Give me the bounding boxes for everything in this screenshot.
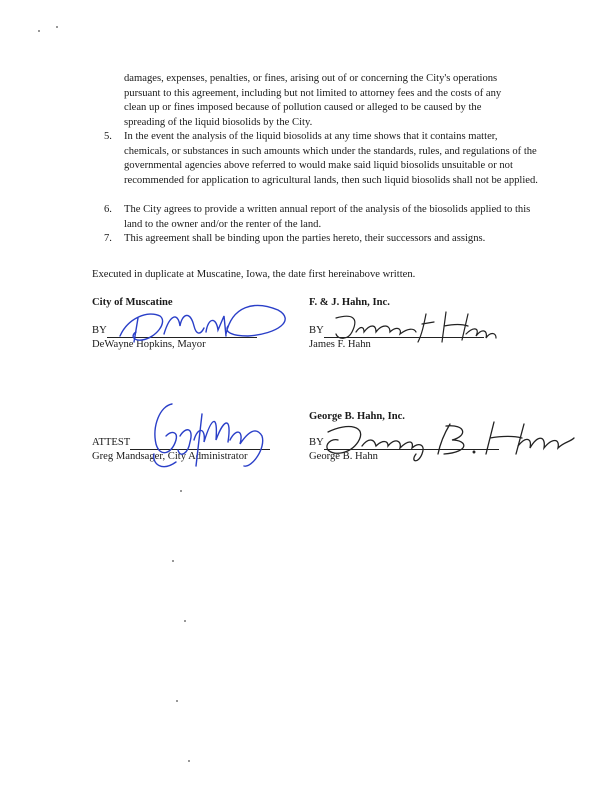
scan-artifact bbox=[38, 30, 40, 32]
item-number: 7. bbox=[104, 233, 112, 244]
continuation-paragraph: damages, expenses, penalties, or fines, arising out of or concerning the City's operations pursuant to this agreement, including but not limited to attorney fees and the costs of any clean up or fines imposed because of pollution caused or alleged to be caused by the spreading of the liquid biosolids by the City. bbox=[124, 73, 502, 128]
scan-artifact bbox=[56, 26, 58, 28]
george-signer-name: George B. Hahn bbox=[309, 451, 378, 462]
by-label: BY bbox=[92, 325, 107, 336]
by-label: BY bbox=[309, 325, 324, 336]
mayor-handwritten-signature bbox=[108, 296, 298, 356]
item-number: 5. bbox=[104, 131, 112, 142]
hahn-inc-signer-name: James F. Hahn bbox=[309, 339, 371, 350]
item-number: 6. bbox=[104, 204, 112, 215]
scan-artifact bbox=[180, 490, 182, 492]
scan-artifact bbox=[188, 760, 190, 762]
attest-signer-name: Greg Mandsager, City Administrator bbox=[92, 451, 248, 462]
city-signer-name: DeWayne Hopkins, Mayor bbox=[92, 339, 206, 350]
george-heading: George B. Hahn, Inc. bbox=[309, 411, 405, 422]
by-label: BY bbox=[309, 437, 324, 448]
scan-artifact bbox=[172, 560, 174, 562]
execution-statement: Executed in duplicate at Muscatine, Iowa, the date first hereinabove written. bbox=[92, 269, 416, 280]
item-text: In the event the analysis of the liquid biosolids at any time shows that it contains matter, chemicals, or substances in such amounts which under the standards, rules, and regulations of the governmental agencies above referred to would make said liquid biosolids unsuitable or not recommended for application to agricultural lands, then such liquid biosolids shall not be applied. bbox=[124, 131, 538, 186]
list-item bbox=[104, 232, 540, 247]
administrator-handwritten-signature bbox=[132, 396, 282, 476]
scan-artifact bbox=[176, 700, 178, 702]
list-item bbox=[104, 130, 540, 188]
attest-label: ATTEST bbox=[92, 437, 131, 448]
scan-artifact bbox=[184, 620, 186, 622]
item-text: This agreement shall be binding upon the parties hereto, their successors and assigns. bbox=[124, 233, 486, 244]
city-heading: City of Muscatine bbox=[92, 297, 173, 308]
list-item bbox=[104, 203, 540, 232]
george-hahn-handwritten-signature bbox=[318, 418, 588, 468]
james-hahn-handwritten-signature bbox=[330, 310, 500, 350]
item-text: The City agrees to provide a written annual report of the analysis of the biosolids applied to this land to the owner and/or the renter of the land. bbox=[124, 204, 531, 230]
hahn-inc-heading: F. & J. Hahn, Inc. bbox=[309, 297, 390, 308]
